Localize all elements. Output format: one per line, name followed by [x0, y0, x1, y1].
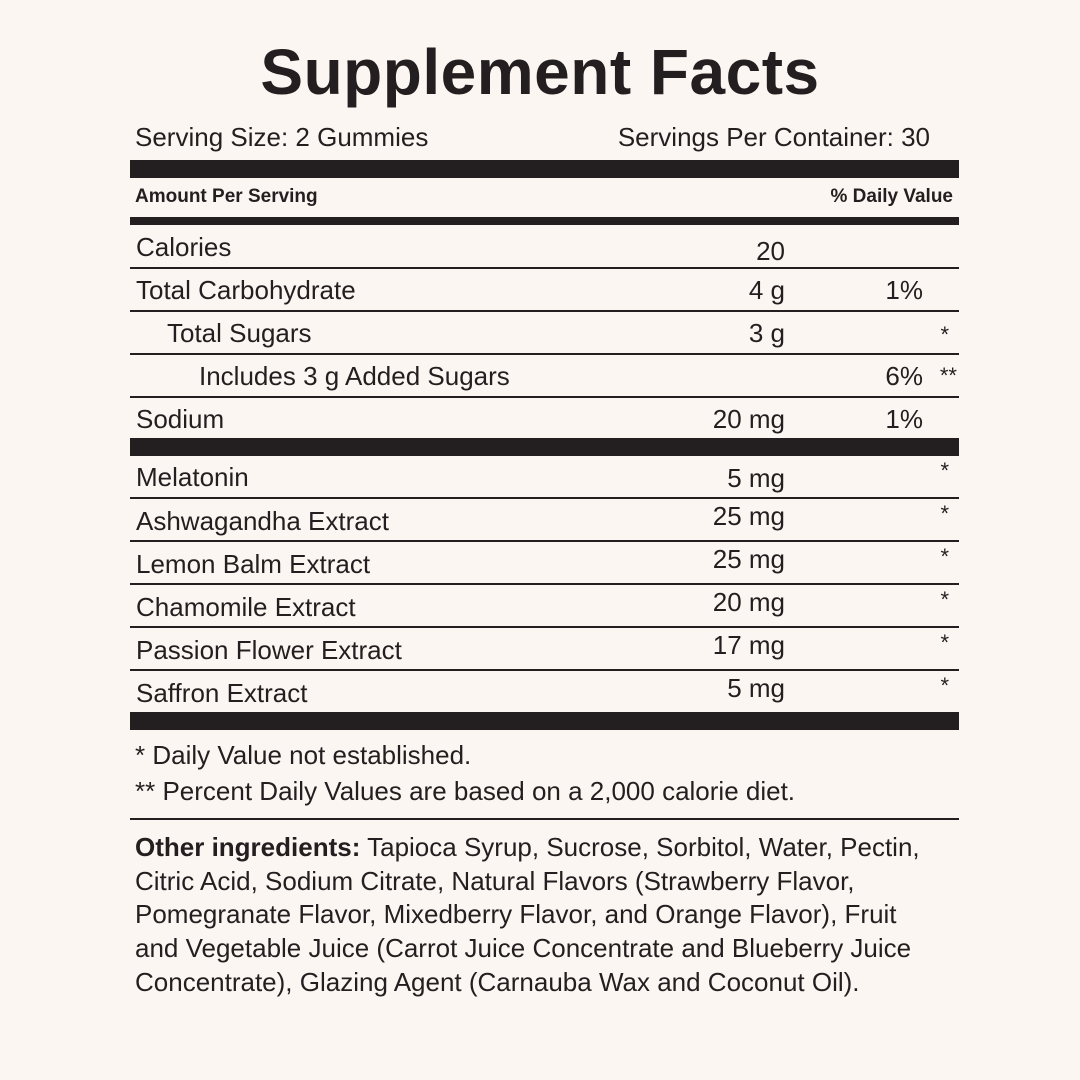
footnote-not-established: * Daily Value not established.: [135, 740, 472, 770]
ingredient-name: Chamomile Extract: [136, 592, 356, 622]
row-divider: [130, 540, 959, 542]
ingredient-amount: 5 mg: [727, 463, 785, 493]
nutrient-amount: 4 g: [748, 275, 785, 305]
ingredient-name: Lemon Balm Extract: [136, 549, 371, 579]
ingredient-amount: 20 mg: [712, 587, 785, 617]
other-ingredients-label: Other ingredients:: [135, 832, 361, 862]
nutrient-amount: 3 g: [748, 318, 785, 348]
servings-per-container: Servings Per Container: 30: [617, 122, 930, 152]
not-established-mark: *: [940, 673, 949, 698]
ingredient-row-passion-flower: [130, 629, 959, 669]
panel-title: Supplement Facts: [260, 36, 820, 108]
not-established-mark: *: [940, 587, 949, 612]
row-divider: [130, 267, 959, 269]
ingredient-row-lemon-balm: [130, 543, 959, 583]
nutrient-name: Includes 3 g Added Sugars: [199, 361, 510, 391]
other-ingredients-text: Tapioca Syrup, Sucrose, Sorbitol, Water, Pectin, Citric Acid, Sodium Citrate, Natural Flavors (Strawberry Flavor, Pomegranate Flavor, Mixedberry Flavor, and Orange Flavor), Fruit and Vegetable Juice (Carrot Juice Concentrate and Blueberry Juice Concentrate), Glazing Agent (Carnauba Wax and Coconut Oil).: [135, 832, 920, 997]
row-divider: [130, 497, 959, 499]
serving-size: Serving Size: 2 Gummies: [135, 122, 429, 152]
row-divider: [130, 626, 959, 628]
nutrient-name: Total Sugars: [167, 318, 312, 348]
not-established-mark: *: [940, 501, 949, 526]
footnote-calorie-diet: ** Percent Daily Values are based on a 2,000 calorie diet.: [135, 776, 796, 806]
other-ingredients: [135, 831, 945, 1000]
ingredient-row-chamomile: [130, 586, 959, 626]
ingredient-name: Passion Flower Extract: [136, 635, 402, 665]
ingredient-name: Ashwagandha Extract: [136, 506, 389, 536]
nutrient-name: Calories: [136, 232, 232, 262]
nutrient-daily-value: 6%: [885, 361, 923, 391]
ingredient-name: Melatonin: [136, 462, 249, 492]
nutrient-name: Sodium: [136, 404, 225, 434]
not-established-mark: *: [940, 544, 949, 569]
nutrient-row-sodium: [130, 399, 959, 439]
ingredient-amount: 5 mg: [727, 673, 785, 703]
header-divider-bar: [130, 217, 959, 225]
ingredient-name: Saffron Extract: [136, 678, 308, 708]
not-established-mark: *: [940, 630, 949, 655]
ingredient-row-saffron: [130, 672, 959, 712]
ingredient-row-melatonin: [130, 457, 959, 497]
row-divider: [130, 583, 959, 585]
nutrient-row-calories: [130, 227, 959, 267]
ingredient-row-ashwagandha: [130, 500, 959, 540]
mid-thick-bar: [130, 438, 959, 456]
nutrient-daily-value: 1%: [885, 275, 923, 305]
daily-value-heading: % Daily Value: [830, 186, 953, 207]
row-divider: [130, 310, 959, 312]
nutrient-daily-value: 1%: [885, 404, 923, 434]
amount-per-serving-heading: Amount Per Serving: [135, 186, 318, 207]
row-divider: [130, 396, 959, 398]
nutrient-name: Total Carbohydrate: [136, 275, 356, 305]
not-established-mark: *: [940, 458, 949, 483]
header-notch: [565, 222, 599, 225]
calorie-diet-mark: **: [939, 363, 957, 388]
nutrient-row-added-sugars: [130, 356, 959, 396]
bottom-thick-bar: [130, 712, 959, 730]
footnote-divider: [130, 818, 959, 820]
ingredient-amount: 17 mg: [712, 630, 785, 660]
ingredient-amount: 25 mg: [712, 501, 785, 531]
not-established-mark: *: [940, 322, 949, 347]
nutrient-amount: 20: [756, 236, 785, 266]
ingredient-amount: 25 mg: [712, 544, 785, 574]
nutrient-amount: 20 mg: [712, 404, 785, 434]
nutrient-row-total-carbohydrate: [130, 270, 959, 310]
top-thick-bar: [130, 160, 959, 178]
nutrient-row-total-sugars: [130, 313, 959, 353]
row-divider: [130, 353, 959, 355]
row-divider: [130, 669, 959, 671]
